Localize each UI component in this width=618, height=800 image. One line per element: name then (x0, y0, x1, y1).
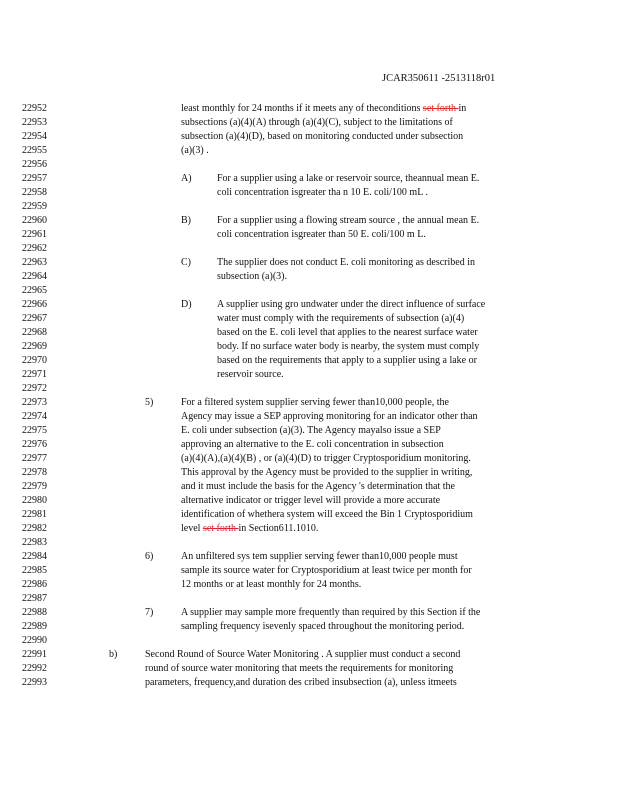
line-number: 22979 (22, 481, 47, 492)
item-5-text: level (181, 523, 203, 534)
item-5-line-2: Agency may issue a SEP approving monitoring for an indicator other than (181, 411, 478, 422)
line-number: 22976 (22, 439, 47, 450)
item-D-line-5: based on the requirements that apply to a supplier using a lake or (217, 355, 477, 366)
item-5-line-5: (a)(4)(A),(a)(4)(B) , or (a)(4)(D) to trigger Cryptosporidium monitoring. (181, 453, 471, 464)
item-7-line-1: A supplier may sample more frequently than required by this Section if the (181, 607, 481, 618)
line-number: 22989 (22, 621, 47, 632)
line-number: 22955 (22, 145, 47, 156)
item-label-6: 6) (145, 551, 154, 562)
item-D-line-3: based on the E. coli level that applies to the nearest surface water (217, 327, 478, 338)
line-number: 22969 (22, 341, 47, 352)
line-number: 22952 (22, 103, 47, 114)
line-number: 22961 (22, 229, 47, 240)
item-5-line-3: E. coli under subsection (a)(3). The Agency mayalso issue a SEP (181, 425, 441, 436)
line-number: 22954 (22, 131, 47, 142)
line-number: 22962 (22, 243, 47, 254)
item-label-7: 7) (145, 607, 154, 618)
item-6-line-2: sample its source water for Cryptosporidium at least twice per month for (181, 565, 472, 576)
line-number: 22965 (22, 285, 47, 296)
item-C-line-2: subsection (a)(3). (217, 271, 287, 282)
line-number: 22982 (22, 523, 47, 534)
item-label-D: D) (181, 299, 192, 310)
item-label-5: 5) (145, 397, 154, 408)
item-5-line-10 (181, 524, 318, 534)
line-number: 22970 (22, 355, 47, 366)
item-D-line-6: reservoir source. (217, 369, 284, 380)
item-5-line-4: approving an alternative to the E. coli concentration in subsection (181, 439, 444, 450)
line-number: 22981 (22, 509, 47, 520)
item-A-line-1: For a supplier using a lake or reservoir source, theannual mean E. (217, 173, 480, 184)
line-number: 22953 (22, 117, 47, 128)
struck-text: set forth (202, 523, 239, 534)
line-number: 22958 (22, 187, 47, 198)
line-number: 22973 (22, 397, 47, 408)
line-number: 22972 (22, 383, 47, 394)
line-number: 22980 (22, 495, 47, 506)
struck-text: set forth (422, 103, 459, 114)
line-number: 22992 (22, 663, 47, 674)
item-label-C: C) (181, 257, 191, 268)
line-number: 22963 (22, 257, 47, 268)
item-B-line-2: coli concentration isgreater than 50 E. coli/100 m L. (217, 229, 426, 240)
item-D-line-1: A supplier using gro undwater under the direct influence of surface (217, 299, 486, 310)
intro-text: least monthly for 24 months if it meets any of theconditions (181, 103, 423, 114)
line-number: 22985 (22, 565, 47, 576)
intro-line-2: subsections (a)(4)(A) through (a)(4)(C), subject to the limitations of (181, 117, 453, 128)
line-number: 22986 (22, 579, 47, 590)
document-header-id: JCAR350611 -2513118r01 (382, 73, 496, 84)
subsection-label-b: b) (109, 649, 118, 660)
item-C-line-1: The supplier does not conduct E. coli monitoring as described in (217, 257, 475, 268)
item-5-line-9: identification of whethera system will exceed the Bin 1 Cryptosporidium (181, 509, 473, 520)
line-number: 22967 (22, 313, 47, 324)
item-6-line-3: 12 months or at least monthly for 24 months. (181, 579, 362, 590)
line-number: 22960 (22, 215, 47, 226)
line-number: 22978 (22, 467, 47, 478)
line-number: 22964 (22, 271, 47, 282)
item-label-B: B) (181, 215, 191, 226)
line-number: 22966 (22, 299, 47, 310)
line-number: 22975 (22, 425, 47, 436)
item-A-line-2: coli concentration isgreater tha n 10 E. coli/100 mL . (217, 187, 428, 198)
line-number: 22968 (22, 327, 47, 338)
item-5-line-8: alternative indicator or trigger level will provide a more accurate (181, 495, 441, 506)
item-B-line-1: For a supplier using a flowing stream source , the annual mean E. (217, 215, 480, 226)
line-number: 22971 (22, 369, 47, 380)
subsection-b-line-3: parameters, frequency,and duration des cribed insubsection (a), unless itmeets (145, 677, 457, 688)
line-number: 22987 (22, 593, 47, 604)
line-number: 22959 (22, 201, 47, 212)
item-label-A: A) (181, 173, 192, 184)
line-number: 22974 (22, 411, 47, 422)
subsection-b-line-2: round of source water monitoring that meets the requirements for monitoring (145, 663, 454, 674)
item-7-line-2: sampling frequency isevenly spaced throughout the monitoring period. (181, 621, 465, 632)
intro-text: in (458, 103, 467, 114)
line-number: 22984 (22, 551, 47, 562)
line-number: 22991 (22, 649, 47, 660)
intro-line-3: subsection (a)(4)(D), based on monitoring conducted under subsection (181, 131, 464, 142)
item-5-text: in Section611.1010. (238, 523, 319, 534)
item-D-line-2: water must comply with the requirements of subsection (a)(4) (217, 313, 465, 324)
line-number: 22956 (22, 159, 47, 170)
item-5-line-1: For a filtered system supplier serving fewer than10,000 people, the (181, 397, 449, 408)
intro-line-1 (181, 104, 466, 114)
item-6-line-1: An unfiltered sys tem supplier serving fewer than10,000 people must (181, 551, 458, 562)
subsection-b-line-1: Second Round of Source Water Monitoring . A supplier must conduct a second (145, 649, 461, 660)
line-number: 22957 (22, 173, 47, 184)
item-5-line-6: This approval by the Agency must be provided to the supplier in writing, (181, 467, 473, 478)
item-D-line-4: body. If no surface water body is nearby, the system must comply (217, 341, 480, 352)
intro-line-4: (a)(3) . (181, 145, 209, 156)
line-number: 22993 (22, 677, 47, 688)
line-number: 22977 (22, 453, 47, 464)
item-5-line-7: and it must include the basis for the Agency 's determination that the (181, 481, 455, 492)
line-number: 22990 (22, 635, 47, 646)
line-number: 22983 (22, 537, 47, 548)
line-number: 22988 (22, 607, 47, 618)
